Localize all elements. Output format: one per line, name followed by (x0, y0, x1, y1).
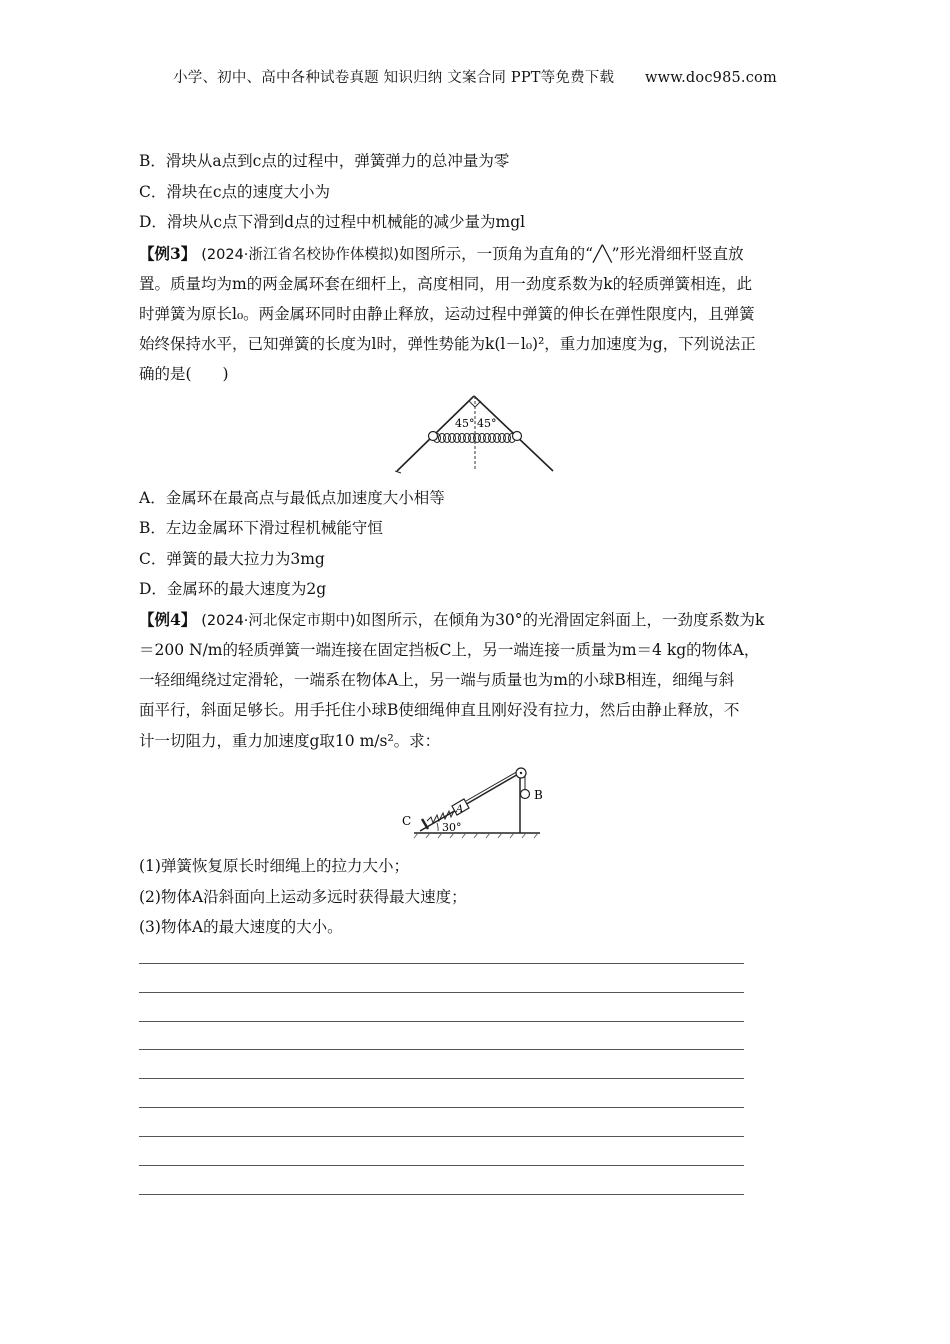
ex4-line3: 一轻细绳绕过定滑轮，一端系在物体A上，另一端与质量也为m的小球B相连，细绳与斜 (139, 671, 735, 689)
answer-line[interactable] (139, 1194, 744, 1195)
ex4-figure (400, 763, 560, 839)
ex3-line5: 确的是( ) (139, 365, 229, 383)
angle-right-label: 45° (477, 417, 497, 430)
ex4-q1: (1)弹簧恢复原长时细绳上的拉力大小； (139, 857, 409, 875)
left-ring (429, 432, 438, 441)
angle-label: 30° (442, 821, 462, 834)
prev-option-c: C．滑块在c点的速度大小为 (139, 183, 331, 201)
ex3-line1-text: 如图所示，一顶角为直角的“╱╲”形光滑细杆竖直放 (399, 245, 744, 263)
header-text: 小学、初中、高中各种试卷真题 知识归纳 文案合同 PPT等免费下载 (173, 70, 615, 86)
ex3-figure (395, 393, 560, 475)
ex3-line1 (139, 244, 819, 265)
right-ring (513, 432, 522, 441)
ex3-option-b: B．左边金属环下滑过程机械能守恒 (139, 519, 383, 537)
ex3-line2: 置。质量均为m的两金属环套在细杆上，高度相同，用一劲度系数为k的轻质弹簧相连，此 (139, 275, 753, 293)
answer-line[interactable] (139, 1165, 744, 1166)
answer-line[interactable] (139, 1107, 744, 1108)
label-c: C (402, 814, 412, 828)
answer-line[interactable] (139, 1136, 744, 1137)
ex3-option-d: D．金属环的最大速度为2g (139, 580, 327, 598)
ex4-line1 (139, 610, 819, 631)
answer-line[interactable] (139, 1049, 744, 1050)
prev-option-d: D．滑块从c点下滑到d点的过程中机械能的减少量为mgl (139, 213, 526, 231)
incline (420, 773, 520, 831)
angle-left-label: 45° (455, 417, 475, 430)
ex4-tag: 【例4】 (139, 610, 197, 629)
prev-option-b: B．滑块从a点到c点的过程中，弹簧弹力的总冲量为零 (139, 152, 510, 170)
ex4-line1-text: 如图所示，在倾角为30°的光滑固定斜面上，一劲度系数为k (355, 611, 765, 629)
answer-line[interactable] (139, 992, 744, 993)
ex3-option-c: C．弹簧的最大拉力为3mg (139, 550, 325, 568)
ex4-line2: ＝200 N/m的轻质弹簧一端连接在固定挡板C上，另一端连接一质量为m＝4 kg的物体A， (139, 641, 760, 659)
ex3-option-a: A．金属环在最高点与最低点加速度大小相等 (139, 489, 445, 507)
header-site[interactable]: www.doc985.com (644, 70, 777, 86)
ex3-line3: 时弹簧为原长l₀。两金属环同时由静止释放，运动过程中弹簧的伸长在弹性限度内，且弹簧 (139, 305, 755, 323)
label-a: A (456, 804, 464, 815)
ex4-source: (2024·河北保定市期中) (201, 613, 356, 629)
ex4-q2: (2)物体A沿斜面向上运动多远时获得最大速度； (139, 888, 467, 906)
ex4-line5: 计一切阻力，重力加速度g取10 m/s²。求： (139, 732, 441, 750)
ex3-tag: 【例3】 (139, 244, 197, 263)
rope (466, 770, 520, 801)
answer-line[interactable] (139, 1078, 744, 1079)
answer-line[interactable] (139, 1021, 744, 1022)
ex3-source: (2024·浙江省名校协作体模拟) (201, 247, 400, 263)
page-header (0, 66, 950, 87)
ex4-q3: (3)物体A的最大速度的大小。 (139, 918, 343, 936)
ex3-line4: 始终保持水平，已知弹簧的长度为l时，弹性势能为k(l－l₀)²，重力加速度为g，下列说法正 (139, 335, 756, 353)
label-b: B (534, 788, 543, 802)
answer-line[interactable] (139, 963, 744, 964)
ex4-line4: 面平行，斜面足够长。用手托住小球B使细绳伸直且刚好没有拉力，然后由静止释放，不 (139, 701, 740, 719)
ball-b (521, 790, 530, 799)
